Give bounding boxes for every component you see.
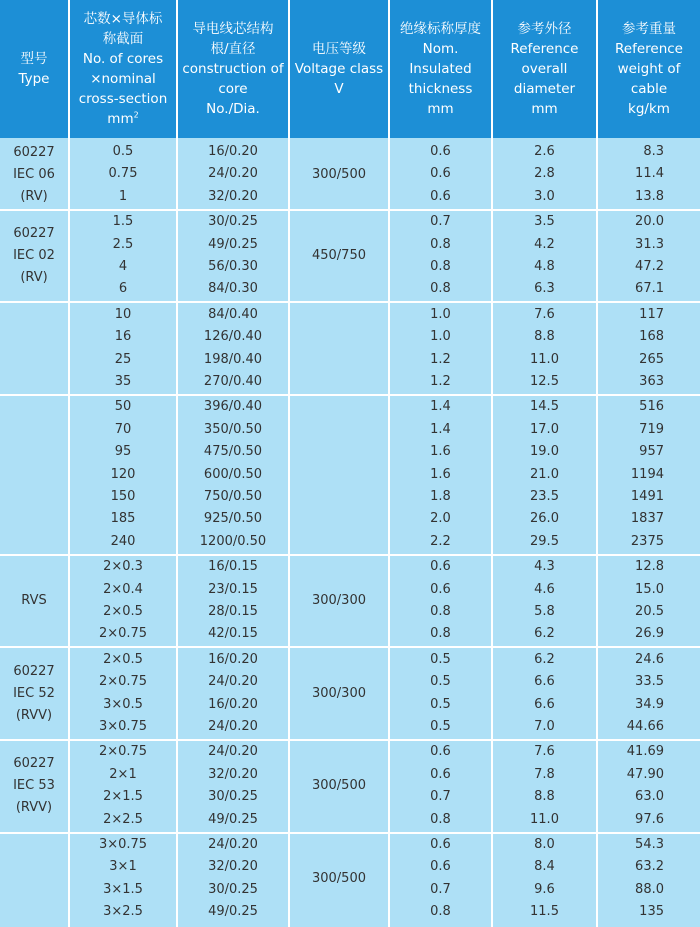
cell-construction: 350/0.50: [203, 421, 263, 437]
cell-weight: 24.6: [635, 651, 664, 667]
header-line: 导电线芯结构: [192, 21, 274, 37]
cell-weight: 63.0: [635, 789, 664, 805]
cell-thickness: 0.6: [430, 188, 451, 204]
cell-weight: 516: [639, 399, 664, 415]
cell-weight: 363: [639, 374, 664, 389]
header-type: [0, 0, 68, 138]
cell-cross-section: 1: [118, 188, 128, 204]
cell-diameter: 12.5: [530, 374, 559, 389]
header-line: construction of: [182, 61, 284, 77]
cell-type: [0, 556, 68, 646]
cell-diameter: 8.8: [534, 329, 555, 345]
cell-weight: 15.0: [635, 581, 664, 597]
cell-cross-section: 2×0.75: [98, 626, 148, 642]
cell-cross-section: 2×0.5: [103, 651, 143, 667]
cell-construction: 24/0.20: [208, 674, 258, 690]
cell-cross-section: 70: [114, 421, 132, 437]
cell-thickness: 1.8: [430, 489, 451, 504]
cell-cross-section: 3×2.5: [103, 904, 143, 920]
cell-construction: 56/0.30: [208, 259, 258, 274]
header-voltage: [290, 0, 388, 138]
cell-thickness: 0.6: [430, 837, 451, 852]
cell-weight: 719: [639, 421, 664, 437]
cell-voltage: [290, 556, 388, 646]
cell-construction: 24/0.20: [208, 837, 258, 852]
voltage-value: 300/300: [311, 592, 366, 608]
cell-diameter: 21.0: [530, 466, 559, 482]
cell-weight: 67.1: [635, 281, 664, 297]
cell-diameter: 4.8: [534, 259, 555, 274]
cell-cross-section: 50: [114, 399, 132, 415]
cell-thickness: 1.4: [430, 399, 451, 415]
cell-cross-section: 6: [118, 281, 128, 297]
type-line: (RV): [20, 188, 48, 204]
cell-weight: 168: [639, 329, 664, 345]
cell-weight: 135: [639, 904, 664, 920]
cell-construction: 23/0.15: [208, 581, 258, 597]
cell-weight: 13.8: [635, 188, 664, 204]
cell-thickness: 0.6: [430, 859, 451, 875]
cell-weight: 2375: [630, 533, 664, 549]
header-line: cable: [630, 81, 668, 97]
cell-thickness: 0.7: [430, 881, 451, 897]
cell-diameter: 19.0: [530, 444, 559, 460]
cell-cross-section: 2×0.5: [103, 604, 143, 619]
cell-cross-section: 2×0.75: [98, 744, 148, 760]
cell-weight: 20.0: [635, 214, 664, 230]
cell-diameter: 6.6: [534, 696, 555, 712]
header-line: kg/km: [628, 101, 670, 117]
header-line: 参考重量: [622, 21, 676, 37]
cell-cross-section: 3×0.75: [98, 837, 148, 852]
header-line: mm: [427, 101, 454, 117]
cell-construction: 28/0.15: [208, 604, 258, 619]
cell-construction: 30/0.25: [208, 881, 258, 897]
cell-weight: 54.3: [635, 837, 664, 852]
cell-construction: 126/0.40: [203, 329, 263, 345]
cell-cross-section: 2.5: [112, 236, 134, 252]
header-line: 电压等级: [312, 41, 366, 57]
type-line: RVS: [21, 592, 47, 608]
cell-thickness: 0.6: [430, 744, 451, 760]
header-thickness: [390, 0, 491, 138]
cell-diameter: 11.5: [530, 904, 559, 920]
header-line: 称截面: [102, 31, 144, 47]
cell-thickness: 0.8: [430, 259, 451, 274]
cell-weight: 265: [639, 351, 664, 367]
cell-weight: 44.66: [626, 719, 664, 734]
cell-construction: 49/0.25: [208, 904, 258, 920]
cell-diameter: 8.4: [534, 859, 555, 875]
voltage-value: 300/500: [311, 870, 366, 886]
cell-construction: 600/0.50: [203, 466, 263, 482]
header-diameter: [493, 0, 596, 138]
cell-construction: 198/0.40: [203, 351, 263, 367]
cell-thickness: 2.0: [430, 511, 451, 527]
cell-cross-section: 16: [114, 329, 132, 345]
header-line: core: [218, 81, 248, 97]
cell-cross-section: 240: [110, 533, 136, 549]
cell-diameter: 7.8: [534, 766, 555, 782]
cell-cross-section: 2×2.5: [103, 811, 143, 827]
header-line: 绝缘标称厚度: [400, 21, 481, 37]
cell-weight: 47.2: [635, 259, 664, 274]
cell-thickness: 0.8: [430, 604, 451, 619]
cell-diameter: 2.6: [534, 144, 555, 159]
cell-thickness: 1.0: [430, 306, 451, 322]
cell-construction: 32/0.20: [208, 859, 258, 875]
cell-cross-section: 95: [114, 444, 132, 460]
cell-diameter: 7.6: [534, 744, 555, 760]
type-line: 60227: [13, 144, 55, 160]
cell-construction: 30/0.25: [208, 214, 258, 230]
header-line: No./Dia.: [206, 101, 260, 117]
cell-construction: 24/0.20: [208, 166, 258, 182]
cell-diameter: 6.6: [534, 674, 555, 690]
cell-cross-section: 2×1: [109, 766, 137, 782]
header-line: 芯数×导体标: [83, 11, 163, 27]
header-line: Reference: [615, 41, 683, 57]
voltage-value: 300/500: [311, 166, 366, 182]
cell-weight: 1491: [630, 489, 664, 504]
type-line: IEC 02: [13, 247, 55, 263]
cell-cross-section: 25: [114, 351, 132, 367]
cell-diameter: 2.8: [534, 166, 555, 182]
header-line: 根/直径: [210, 41, 256, 57]
header-line: diameter: [513, 81, 576, 97]
cell-thickness: 0.6: [430, 766, 451, 782]
cell-type: [0, 649, 68, 739]
header-line: Nom.: [422, 41, 459, 57]
cell-weight: 8.3: [643, 144, 664, 159]
type-line: 60227: [13, 225, 55, 241]
cell-thickness: 0.5: [430, 651, 451, 667]
cell-construction: 270/0.40: [203, 374, 263, 389]
cell-cross-section: 3×0.75: [98, 719, 148, 734]
cell-thickness: 0.6: [430, 166, 451, 182]
cell-voltage: [290, 141, 388, 208]
cell-weight: 63.2: [635, 859, 664, 875]
type-line: IEC 06: [13, 166, 55, 182]
voltage-value: 450/750: [311, 247, 366, 263]
header-construction: [178, 0, 288, 138]
cell-construction: 396/0.40: [203, 399, 263, 415]
cell-construction: 1200/0.50: [199, 533, 267, 549]
cell-construction: 24/0.20: [208, 744, 258, 760]
cell-weight: 20.5: [635, 604, 664, 619]
cell-thickness: 0.8: [430, 236, 451, 252]
cell-diameter: 11.0: [530, 811, 559, 827]
cell-weight: 1837: [630, 511, 664, 527]
cell-diameter: 4.6: [534, 581, 555, 597]
cell-diameter: 17.0: [530, 421, 559, 437]
header-line: V: [334, 81, 344, 97]
cell-cross-section: 120: [110, 466, 136, 482]
type-line: IEC 52: [13, 685, 55, 701]
cell-diameter: 29.5: [530, 533, 559, 549]
cell-construction: 475/0.50: [203, 444, 263, 460]
header-superscript: 2: [133, 110, 139, 120]
cell-diameter: 11.0: [530, 351, 559, 367]
cell-construction: 30/0.25: [208, 789, 258, 805]
type-line: 60227: [13, 756, 55, 772]
header-line: Reference: [510, 41, 579, 57]
cell-weight: 47.90: [626, 766, 664, 782]
header-line: No. of cores: [82, 51, 164, 67]
cell-cross-section: 3×1.5: [103, 881, 143, 897]
cell-thickness: 0.5: [430, 719, 451, 734]
cell-type: [0, 211, 68, 301]
header-line: $mm^2$: [107, 110, 139, 127]
cell-construction: 16/0.20: [208, 651, 258, 667]
cell-cross-section: 2×0.4: [103, 581, 143, 597]
header-line: cross-section: [78, 91, 168, 107]
cell-diameter: 5.8: [534, 604, 555, 619]
cell-weight: 12.8: [635, 559, 664, 575]
cell-cross-section: 35: [114, 374, 132, 389]
cell-construction: 49/0.25: [208, 811, 258, 827]
cell-construction: 42/0.15: [208, 626, 258, 642]
cell-diameter: 14.5: [530, 399, 559, 415]
cell-cross-section: 185: [110, 511, 136, 527]
cell-cross-section: 2×0.75: [98, 674, 148, 690]
cell-thickness: 0.5: [430, 696, 451, 712]
cell-weight: 97.6: [635, 811, 664, 827]
cell-thickness: 0.6: [430, 581, 451, 597]
cell-cross-section: 0.5: [112, 144, 134, 159]
cell-voltage: [290, 649, 388, 739]
type-line: (RVV): [15, 707, 53, 723]
cell-diameter: 3.0: [534, 188, 555, 204]
cell-weight: 88.0: [635, 881, 664, 897]
cell-diameter: 8.0: [534, 837, 555, 852]
cell-construction: 32/0.20: [208, 766, 258, 782]
type-line: IEC 53: [13, 778, 55, 794]
voltage-value: 300/300: [311, 685, 366, 701]
cell-thickness: 0.8: [430, 281, 451, 297]
cell-cross-section: 3×1: [109, 859, 137, 875]
cell-thickness: 0.5: [430, 674, 451, 690]
cell-construction: 32/0.20: [208, 188, 258, 204]
cell-construction: 16/0.20: [208, 144, 258, 159]
header-line: Type: [18, 71, 50, 87]
type-line: 60227: [13, 663, 55, 679]
cell-cross-section: 3×0.5: [103, 696, 143, 712]
header-line: Voltage class: [294, 61, 384, 77]
type-line: (RV): [20, 269, 48, 285]
cell-thickness: 1.6: [430, 444, 451, 460]
header-line: mm: [531, 101, 558, 117]
header-line: Insulated: [409, 61, 472, 77]
cell-diameter: 9.6: [534, 881, 555, 897]
cell-thickness: 0.6: [430, 559, 451, 575]
cell-thickness: 2.2: [430, 533, 451, 549]
cell-construction: 16/0.20: [208, 696, 258, 712]
cell-voltage: [290, 211, 388, 301]
cell-construction: 925/0.50: [203, 511, 263, 527]
cell-weight: 31.3: [635, 236, 664, 252]
cell-diameter: 6.2: [534, 651, 555, 667]
cell-construction: 24/0.20: [208, 719, 258, 734]
cell-diameter: 6.2: [534, 626, 555, 642]
header-weight: [598, 0, 700, 138]
cell-type: [0, 741, 68, 831]
cell-construction: 750/0.50: [203, 489, 263, 504]
cell-weight: 11.4: [635, 166, 664, 182]
type-line: (RVV): [15, 800, 53, 816]
cell-weight: 117: [639, 306, 664, 322]
cell-weight: 34.9: [635, 696, 664, 712]
voltage-value: 300/500: [311, 778, 366, 794]
header-line: 型号: [20, 51, 48, 67]
cell-construction: 84/0.40: [208, 306, 258, 322]
cell-diameter: 8.8: [534, 789, 555, 805]
cell-thickness: 0.8: [430, 626, 451, 642]
cell-thickness: 0.7: [430, 789, 451, 805]
cell-diameter: 4.2: [534, 236, 555, 252]
cell-cross-section: 150: [110, 489, 136, 504]
cell-thickness: 0.7: [430, 214, 451, 230]
cell-diameter: 7.0: [534, 719, 555, 734]
cell-cross-section: 1.5: [112, 214, 134, 230]
cell-cross-section: 4: [118, 259, 128, 274]
cell-construction: 16/0.15: [208, 559, 258, 575]
cell-diameter: 26.0: [530, 511, 559, 527]
cell-weight: 26.9: [635, 626, 664, 642]
cell-weight: 1194: [630, 466, 664, 482]
cell-cross-section: 2×1.5: [103, 789, 143, 805]
cell-thickness: 1.2: [430, 374, 451, 389]
cell-diameter: 7.6: [534, 306, 555, 322]
cell-construction: 84/0.30: [208, 281, 258, 297]
cell-thickness: 0.8: [430, 811, 451, 827]
cell-thickness: 1.2: [430, 351, 451, 367]
cell-thickness: 1.4: [430, 421, 451, 437]
header-cross-section: [70, 0, 176, 138]
cell-thickness: 0.8: [430, 904, 451, 920]
header-line: thickness: [408, 81, 473, 97]
cell-weight: 33.5: [635, 674, 664, 690]
cell-thickness: 1.0: [430, 329, 451, 345]
cell-weight: 957: [639, 444, 664, 460]
cell-diameter: 23.5: [530, 489, 559, 504]
header-line: ×nominal: [90, 71, 156, 87]
cell-voltage: [290, 741, 388, 831]
header-line: 参考外径: [517, 21, 572, 37]
cell-type: [0, 141, 68, 208]
cell-diameter: 4.3: [534, 559, 555, 575]
cell-thickness: 0.6: [430, 144, 451, 159]
cell-weight: 41.69: [626, 744, 664, 760]
cell-construction: 49/0.25: [208, 236, 258, 252]
header-line: weight of: [617, 61, 681, 77]
cell-cross-section: 10: [114, 306, 132, 322]
header-line: overall: [521, 61, 568, 77]
cell-cross-section: 0.75: [108, 166, 138, 182]
cell-diameter: 6.3: [534, 281, 555, 297]
cell-cross-section: 2×0.3: [103, 559, 143, 575]
cell-voltage: [290, 834, 388, 924]
cell-diameter: 3.5: [534, 214, 555, 230]
cell-thickness: 1.6: [430, 466, 451, 482]
